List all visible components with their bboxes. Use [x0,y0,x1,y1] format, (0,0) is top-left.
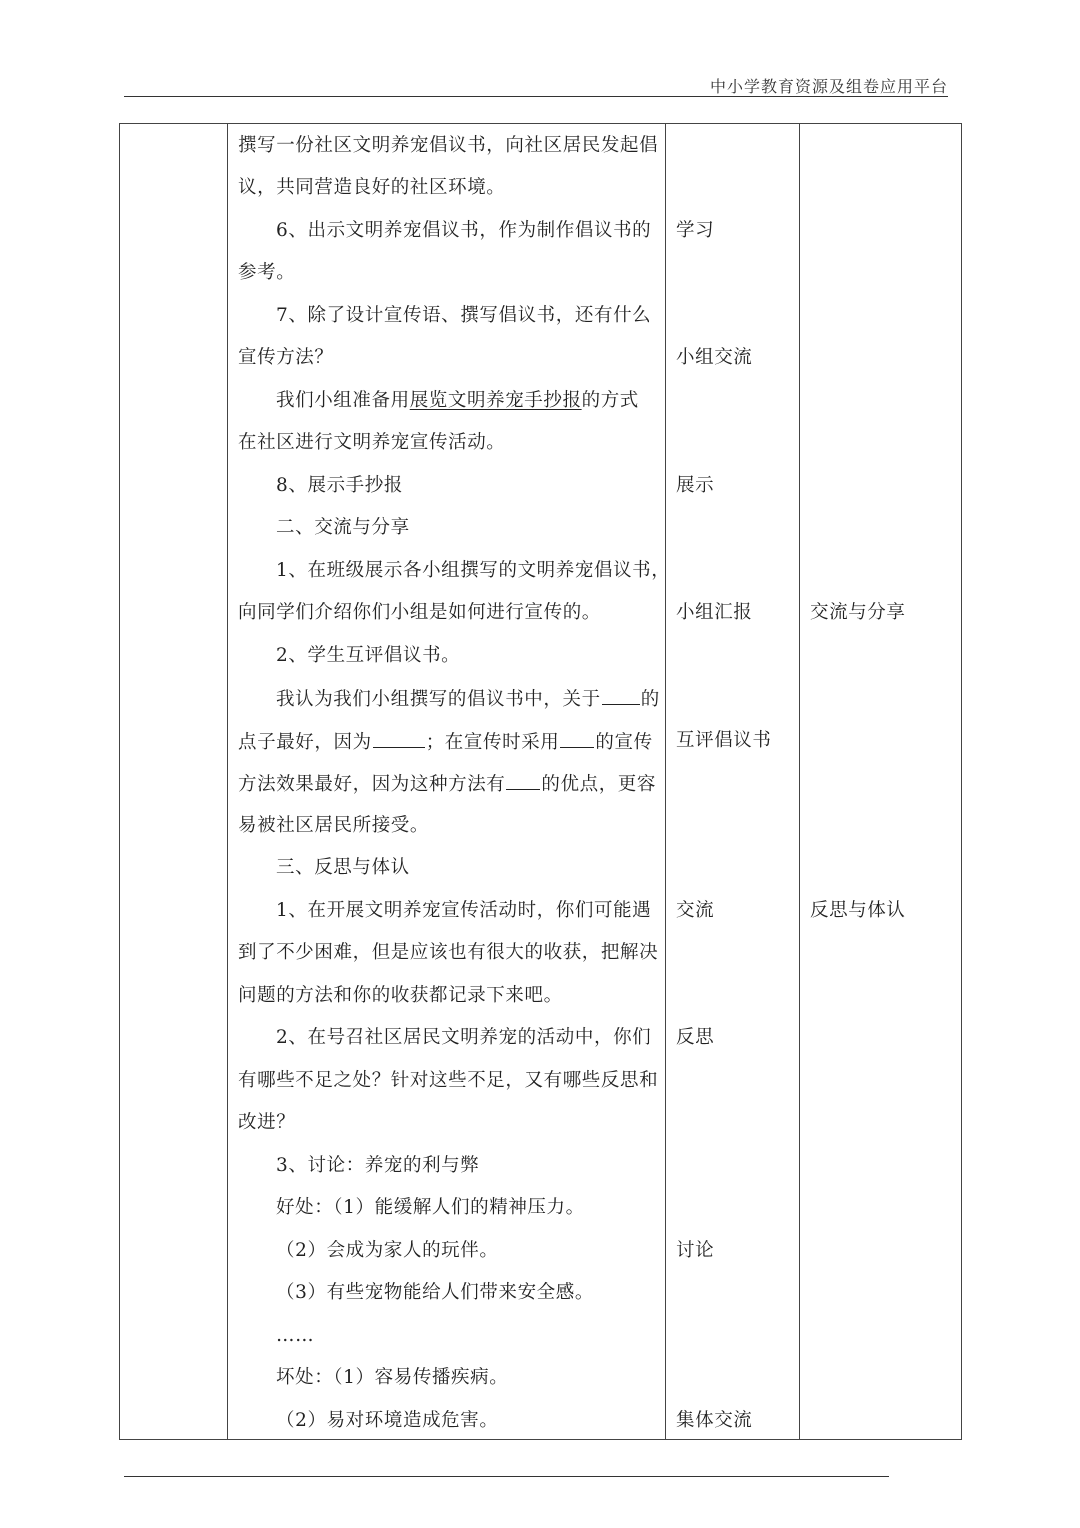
content-line: （3）有些宠物能给人们带来安全感。 [276,1282,594,1303]
footer-rule [124,1476,889,1477]
intent-cell: 交流与分享 [810,602,906,623]
section-heading: 二、交流与分享 [276,517,410,538]
content-line: 到了不少困难，但是应该也有很大的收获，把解决 [238,942,659,963]
content-line [276,389,639,413]
activity-cell: 互评倡议书 [676,730,772,751]
content-line: （2）易对环境造成危害。 [276,1410,499,1431]
content-line: 1、在开展文明养宠宣传活动时，你们可能遇 [276,900,652,921]
activity-cell: 反思 [676,1027,715,1048]
content-line: 3、讨论：养宠的利与弊 [276,1155,480,1176]
content-text: 的方式 [581,390,639,411]
activity-cell: 集体交流 [676,1410,753,1431]
content-text: 的宣传 [595,732,653,753]
content-text: 方法效果最好，因为这种方法有 [238,774,506,795]
section-heading: 三、反思与体认 [276,857,410,878]
content-line [238,771,656,797]
activity-cell: 讨论 [676,1240,715,1261]
content-text: 的优点，更容 [541,774,657,795]
activity-cell: 交流 [676,900,715,921]
underlined-text: 展览文明养宠手抄报 [409,390,582,411]
content-line: 有哪些不足之处？针对这些不足，又有哪些反思和 [238,1070,659,1091]
fill-blank [506,771,540,790]
content-line: 2、在号召社区居民文明养宠的活动中，你们 [276,1027,652,1048]
content-line [276,686,660,712]
content-line: 议，共同营造良好的社区环境。 [238,177,506,198]
content-line: 1、在班级展示各小组撰写的文明养宠倡议书， [276,560,671,581]
content-text: ；在宣传时采用 [425,732,560,753]
content-line: 好处：（1）能缓解人们的精神压力。 [276,1197,585,1218]
content-line: 在社区进行文明养宠宣传活动。 [238,432,506,453]
content-text: 我们小组准备用 [276,390,410,411]
content-line: 问题的方法和你的收获都记录下来吧。 [238,985,563,1006]
activity-cell: 小组交流 [676,347,753,368]
column-divider [665,124,666,1439]
content-text: 我认为我们小组撰写的倡议书中，关于 [276,689,601,710]
activity-cell: 学习 [676,220,715,241]
content-line: 向同学们介绍你们小组是如何进行宣传的。 [238,602,601,623]
column-divider [227,124,228,1439]
content-line: 改进？ [238,1112,296,1133]
content-line: 2、学生互评倡议书。 [276,645,461,666]
activity-cell: 小组汇报 [676,602,753,623]
content-line [238,729,653,755]
content-line: 6、出示文明养宠倡议书，作为制作倡议书的 [276,220,652,241]
platform-header: 中小学教育资源及组卷应用平台 [709,77,948,96]
content-line: 参考。 [238,262,296,283]
lesson-table [119,123,962,1440]
content-line: （2）会成为家人的玩伴。 [276,1240,499,1261]
content-line: 8、展示手抄报 [276,475,403,496]
content-line: 宣传方法？ [238,347,334,368]
ellipsis-line: …… [276,1325,315,1346]
content-text: 的 [640,689,660,710]
intent-cell: 反思与体认 [810,900,906,921]
header-rule [124,96,948,97]
content-line: 7、除了设计宣传语、撰写倡议书，还有什么 [276,305,652,326]
content-text: 点子最好，因为 [238,732,372,753]
activity-cell: 展示 [676,475,715,496]
fill-blank [560,729,594,748]
column-divider [799,124,800,1439]
fill-blank [373,729,425,748]
content-line: 坏处：（1）容易传播疾病。 [276,1367,509,1388]
content-line: 撰写一份社区文明养宠倡议书，向社区居民发起倡 [238,135,659,156]
content-line: 易被社区居民所接受。 [238,815,430,836]
fill-blank [602,686,640,705]
